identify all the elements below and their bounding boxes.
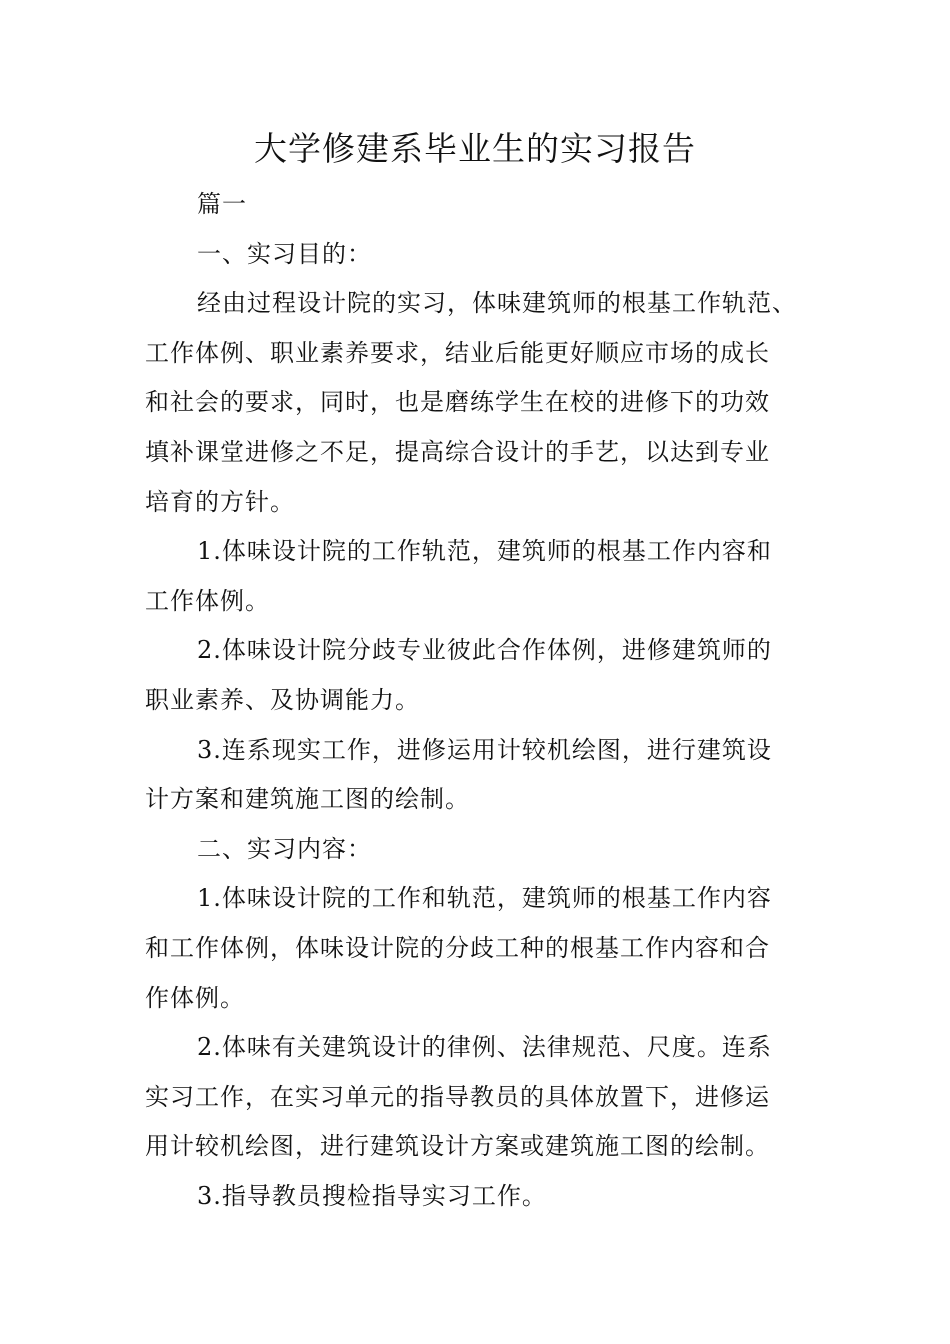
paragraph-line: 培育的方针。 bbox=[145, 487, 295, 516]
paragraph-line: 经由过程设计院的实习，体味建筑师的根基工作轨范、 bbox=[197, 289, 797, 318]
list-item: 3.连系现实工作，进修运用计较机绘图，进行建筑设 bbox=[197, 735, 772, 764]
document-body bbox=[145, 180, 825, 1221]
list-item-continuation: 作体例。 bbox=[145, 983, 245, 1012]
list-item: 3.指导教员搜检指导实习工作。 bbox=[197, 1181, 547, 1210]
section-heading: 一、实习目的： bbox=[197, 239, 372, 268]
list-item: 1.体味设计院的工作和轨范，建筑师的根基工作内容 bbox=[197, 884, 772, 913]
list-item-continuation: 和工作体例，体味设计院的分歧工种的根基工作内容和合 bbox=[145, 933, 770, 962]
page-title: 大学修建系毕业生的实习报告 bbox=[254, 129, 696, 168]
heading-part: 篇一 bbox=[197, 190, 247, 218]
paragraph-line: 和社会的要求，同时，也是磨练学生在校的进修下的功效 bbox=[145, 388, 770, 417]
section-heading: 二、实习内容： bbox=[197, 834, 372, 863]
list-item-continuation: 职业素养、及协调能力。 bbox=[145, 685, 420, 714]
list-item-continuation: 计方案和建筑施工图的绘制。 bbox=[145, 785, 470, 814]
list-item: 2.体味设计院分歧专业彼此合作体例，进修建筑师的 bbox=[197, 636, 772, 665]
list-item: 1.体味设计院的工作轨范，建筑师的根基工作内容和 bbox=[197, 537, 772, 566]
list-item-continuation: 用计较机绘图，进行建筑设计方案或建筑施工图的绘制。 bbox=[145, 1132, 770, 1161]
paragraph-line: 工作体例、职业素养要求，结业后能更好顺应市场的成长 bbox=[145, 338, 770, 367]
list-item-continuation: 工作体例。 bbox=[145, 586, 270, 615]
paragraph-line: 填补课堂进修之不足，提高综合设计的手艺，以达到专业 bbox=[145, 437, 770, 466]
list-item-continuation: 实习工作，在实习单元的指导教员的具体放置下，进修运 bbox=[145, 1082, 770, 1111]
list-item: 2.体味有关建筑设计的律例、法律规范、尺度。连系 bbox=[197, 1033, 772, 1062]
